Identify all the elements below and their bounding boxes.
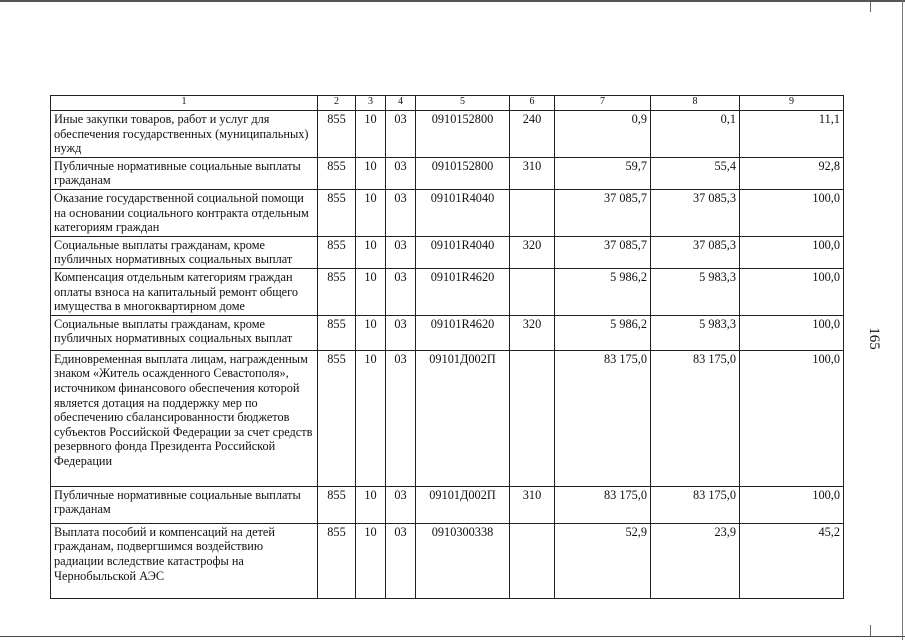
execution-percent: 100,0: [740, 350, 844, 486]
admin-code: 855: [318, 315, 356, 350]
target-article: 09101R4040: [416, 189, 510, 236]
subsection-code: 03: [386, 236, 416, 268]
column-number: 1: [51, 96, 318, 111]
admin-code: 855: [318, 268, 356, 315]
target-article: 09101R4040: [416, 236, 510, 268]
admin-code: 855: [318, 236, 356, 268]
expense-type: [510, 350, 555, 486]
expense-name: Выплата пособий и компенсаций на детей гражданам, подвергшимся воздействию радиации вследствие катастрофы на Чернобыльской АЭС: [51, 523, 318, 598]
scan-right-edge: [902, 0, 903, 640]
target-article: 09101Д002П: [416, 486, 510, 523]
execution-percent: 11,1: [740, 111, 844, 158]
planned-amount: 83 175,0: [555, 486, 651, 523]
execution-percent: 92,8: [740, 157, 844, 189]
table-row: [51, 315, 844, 350]
expense-type: 240: [510, 111, 555, 158]
expense-type: 320: [510, 236, 555, 268]
actual-amount: 5 983,3: [651, 268, 740, 315]
table-row: [51, 189, 844, 236]
actual-amount: 23,9: [651, 523, 740, 598]
column-number-row: [51, 96, 844, 111]
column-number: 8: [651, 96, 740, 111]
subsection-code: 03: [386, 189, 416, 236]
planned-amount: 0,9: [555, 111, 651, 158]
section-code: 10: [356, 315, 386, 350]
subsection-code: 03: [386, 523, 416, 598]
planned-amount: 52,9: [555, 523, 651, 598]
subsection-code: 03: [386, 350, 416, 486]
table-row: [51, 350, 844, 486]
admin-code: 855: [318, 523, 356, 598]
actual-amount: 37 085,3: [651, 189, 740, 236]
actual-amount: 83 175,0: [651, 350, 740, 486]
execution-percent: 100,0: [740, 189, 844, 236]
planned-amount: 37 085,7: [555, 189, 651, 236]
table-row: [51, 157, 844, 189]
column-number: 5: [416, 96, 510, 111]
actual-amount: 0,1: [651, 111, 740, 158]
section-code: 10: [356, 486, 386, 523]
actual-amount: 83 175,0: [651, 486, 740, 523]
column-number: 6: [510, 96, 555, 111]
section-code: 10: [356, 189, 386, 236]
section-code: 10: [356, 111, 386, 158]
section-code: 10: [356, 157, 386, 189]
expense-type: 320: [510, 315, 555, 350]
table-row: [51, 236, 844, 268]
expense-type: [510, 268, 555, 315]
planned-amount: 59,7: [555, 157, 651, 189]
actual-amount: 5 983,3: [651, 315, 740, 350]
admin-code: 855: [318, 189, 356, 236]
section-code: 10: [356, 268, 386, 315]
execution-percent: 45,2: [740, 523, 844, 598]
subsection-code: 03: [386, 268, 416, 315]
scan-bottom-edge: [0, 636, 905, 637]
scan-mark-top: [870, 2, 871, 12]
expense-name: Единовременная выплата лицам, награжденным знаком «Житель осажденного Севастополя», источником финансового обеспечения которой является дотация на поддержку мер по обеспечению сбалансированности бюджетов субъектов Российской Федерации за счет средств резервного фонда Президента Российской Федерации: [51, 350, 318, 486]
planned-amount: 5 986,2: [555, 268, 651, 315]
target-article: 09101Д002П: [416, 350, 510, 486]
target-article: 09101R4620: [416, 315, 510, 350]
expense-name: Публичные нормативные социальные выплаты гражданам: [51, 486, 318, 523]
expense-name: Оказание государственной социальной помощи на основании социального контракта отдельным категориям граждан: [51, 189, 318, 236]
scan-mark-bottom: [870, 625, 871, 636]
expense-name: Социальные выплаты гражданам, кроме публичных нормативных социальных выплат: [51, 315, 318, 350]
expense-name: Публичные нормативные социальные выплаты гражданам: [51, 157, 318, 189]
table-row: [51, 523, 844, 598]
expense-type: [510, 523, 555, 598]
column-number: 3: [356, 96, 386, 111]
actual-amount: 37 085,3: [651, 236, 740, 268]
column-number: 4: [386, 96, 416, 111]
actual-amount: 55,4: [651, 157, 740, 189]
expense-type: 310: [510, 157, 555, 189]
expense-name: Компенсация отдельным категориям граждан оплаты взноса на капитальный ремонт общего имущества в многоквартирном доме: [51, 268, 318, 315]
table-row: [51, 268, 844, 315]
table-row: [51, 111, 844, 158]
page-number: 165: [865, 327, 882, 350]
section-code: 10: [356, 350, 386, 486]
admin-code: 855: [318, 350, 356, 486]
subsection-code: 03: [386, 315, 416, 350]
section-code: 10: [356, 236, 386, 268]
target-article: 0910300338: [416, 523, 510, 598]
target-article: 09101R4620: [416, 268, 510, 315]
column-number: 9: [740, 96, 844, 111]
execution-percent: 100,0: [740, 315, 844, 350]
execution-percent: 100,0: [740, 268, 844, 315]
subsection-code: 03: [386, 111, 416, 158]
planned-amount: 5 986,2: [555, 315, 651, 350]
budget-table: [50, 95, 844, 599]
scan-top-edge: [0, 0, 905, 2]
execution-percent: 100,0: [740, 236, 844, 268]
admin-code: 855: [318, 157, 356, 189]
target-article: 0910152800: [416, 157, 510, 189]
planned-amount: 83 175,0: [555, 350, 651, 486]
planned-amount: 37 085,7: [555, 236, 651, 268]
section-code: 10: [356, 523, 386, 598]
column-number: 7: [555, 96, 651, 111]
table-row: [51, 486, 844, 523]
expense-type: [510, 189, 555, 236]
column-number: 2: [318, 96, 356, 111]
expense-name: Социальные выплаты гражданам, кроме публичных нормативных социальных выплат: [51, 236, 318, 268]
admin-code: 855: [318, 486, 356, 523]
expense-name: Иные закупки товаров, работ и услуг для обеспечения государственных (муниципальных) нужд: [51, 111, 318, 158]
subsection-code: 03: [386, 486, 416, 523]
target-article: 0910152800: [416, 111, 510, 158]
expense-type: 310: [510, 486, 555, 523]
execution-percent: 100,0: [740, 486, 844, 523]
subsection-code: 03: [386, 157, 416, 189]
admin-code: 855: [318, 111, 356, 158]
